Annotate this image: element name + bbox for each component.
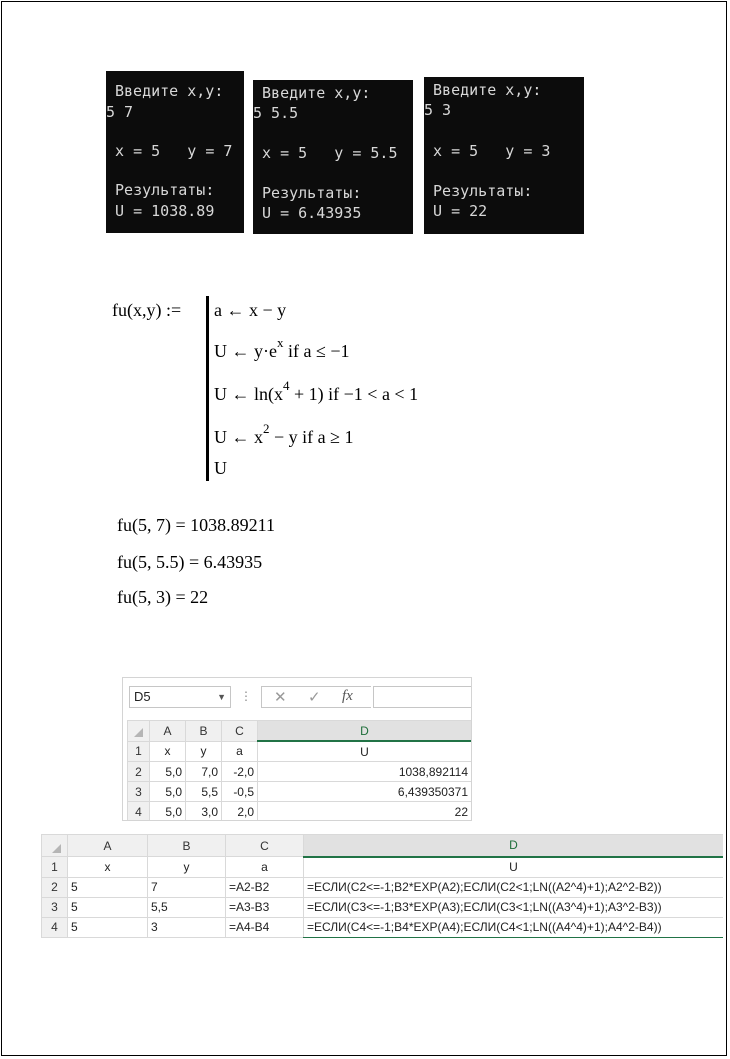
formula-bar-input[interactable] — [373, 686, 472, 708]
console-output-2 — [253, 80, 413, 234]
console-results-label: Результаты: — [106, 181, 215, 199]
cell[interactable]: =A2-B2 — [226, 877, 304, 897]
more-icon: ⋮ — [240, 689, 252, 703]
cell[interactable]: 1038,892114 — [258, 762, 472, 782]
mathcad-program-bar — [206, 296, 209, 481]
row-header[interactable]: 4 — [42, 917, 68, 938]
mathcad-line-5: U — [214, 458, 227, 478]
excel-formulas-sheet — [41, 826, 723, 938]
cell[interactable]: 5,5 — [148, 897, 226, 917]
console-prompt: Введите x,y: — [424, 81, 542, 99]
col-header-c[interactable]: C — [222, 721, 258, 742]
cell[interactable]: 5 — [68, 917, 148, 938]
table-row — [128, 782, 472, 802]
console-xy: x = 5 y = 3 — [424, 142, 551, 160]
cell[interactable]: U — [304, 857, 724, 878]
table-row — [42, 857, 724, 878]
col-header-a[interactable]: A — [68, 835, 148, 857]
console-input: 5 7 — [106, 103, 134, 121]
cell[interactable]: y — [148, 857, 226, 878]
mathcad-result-2: fu(5, 5.5) = 6.43935 — [117, 552, 263, 572]
row-header[interactable]: 3 — [128, 782, 150, 802]
mathcad-result-1: fu(5, 7) = 1038.89211 — [117, 515, 275, 535]
table-row — [128, 741, 472, 762]
row-header[interactable]: 2 — [128, 762, 150, 782]
cell[interactable]: 5,5 — [186, 782, 222, 802]
cell[interactable]: 5,0 — [150, 762, 186, 782]
console-prompt: Введите x,y: — [253, 84, 371, 102]
cell[interactable]: U — [258, 741, 472, 762]
console-output-1 — [106, 71, 244, 233]
console-result: U = 22 — [424, 202, 488, 220]
mathcad-function-def: fu(x,y) := — [112, 300, 182, 320]
cancel-icon[interactable]: ✕ — [274, 689, 287, 706]
col-header-b[interactable]: B — [186, 721, 222, 742]
cell[interactable]: x — [68, 857, 148, 878]
console-xy: x = 5 y = 5.5 — [253, 144, 398, 162]
cell[interactable]: =A3-B3 — [226, 897, 304, 917]
cell[interactable]: 22 — [258, 802, 472, 822]
row-header[interactable]: 1 — [42, 857, 68, 878]
cell[interactable]: =ЕСЛИ(C4<=-1;B4*EXP(A4);ЕСЛИ(C4<1;LN((A4^4)+1);A4^2-B4)) — [304, 917, 724, 938]
mathcad-line-1: a ← x − y — [214, 300, 287, 320]
fx-icon[interactable]: fx — [342, 688, 353, 704]
mathcad-line-2: U ← $y\cdot e^x$ if a ≤ −1 — [214, 335, 350, 361]
table-row — [42, 917, 724, 938]
row-header[interactable]: 2 — [42, 877, 68, 897]
cell[interactable]: 5,0 — [150, 802, 186, 822]
mathcad-line-3: U ← $\ln(x^4 + 1)$ if −1 < a < 1 — [214, 378, 419, 404]
cell[interactable]: 7 — [148, 877, 226, 897]
row-header[interactable]: 4 — [128, 802, 150, 822]
cell[interactable]: 3 — [148, 917, 226, 938]
select-all-corner[interactable] — [128, 721, 150, 742]
cell[interactable]: 2,0 — [222, 802, 258, 822]
table-row — [42, 877, 724, 897]
excel-values-sheet — [122, 677, 472, 821]
cell[interactable]: =ЕСЛИ(C3<=-1;B3*EXP(A3);ЕСЛИ(C3<1;LN((A3^4)+1);A3^2-B3)) — [304, 897, 724, 917]
confirm-icon[interactable]: ✓ — [308, 689, 321, 706]
sheet-grid — [41, 834, 723, 938]
col-header-a[interactable]: A — [150, 721, 186, 742]
console-result: U = 6.43935 — [253, 204, 362, 222]
cell[interactable]: 5,0 — [150, 782, 186, 802]
console-output-3 — [424, 77, 584, 234]
table-row — [42, 897, 724, 917]
cell[interactable]: 3,0 — [186, 802, 222, 822]
console-input: 5 5.5 — [253, 104, 299, 122]
console-prompt: Введите x,y: — [115, 82, 224, 100]
cell[interactable]: -0,5 — [222, 782, 258, 802]
cell[interactable]: =A4-B4 — [226, 917, 304, 938]
mathcad-line-4: U ← $x^2 - y$ if a ≥ 1 — [214, 421, 354, 447]
chevron-down-icon[interactable]: ▼ — [217, 692, 226, 702]
cell[interactable]: -2,0 — [222, 762, 258, 782]
col-header-c[interactable]: C — [226, 835, 304, 857]
console-results-label: Результаты: — [253, 184, 362, 202]
console-results-label: Результаты: — [424, 182, 533, 200]
console-xy: x = 5 y = 7 — [106, 142, 233, 160]
row-header[interactable]: 1 — [128, 741, 150, 762]
formula-bar-buttons — [261, 686, 371, 708]
table-row — [128, 762, 472, 782]
table-row — [128, 802, 472, 822]
cell[interactable]: =ЕСЛИ(C2<=-1;B2*EXP(A2);ЕСЛИ(C2<1;LN((A2^4)+1);A2^2-B2)) — [304, 877, 724, 897]
cell[interactable]: 7,0 — [186, 762, 222, 782]
select-all-corner[interactable] — [42, 835, 68, 857]
mathcad-result-3: fu(5, 3) = 22 — [117, 587, 209, 607]
col-header-d[interactable]: D — [304, 835, 724, 857]
col-header-b[interactable]: B — [148, 835, 226, 857]
cell[interactable]: 6,439350371 — [258, 782, 472, 802]
name-box[interactable]: D5 ▼ — [129, 686, 231, 708]
console-input: 5 3 — [424, 101, 452, 119]
cell[interactable]: a — [226, 857, 304, 878]
cell[interactable]: y — [186, 741, 222, 762]
console-result: U = 1038.89 — [106, 202, 215, 220]
sheet-grid — [127, 720, 472, 821]
col-header-d[interactable]: D — [258, 721, 472, 742]
cell[interactable]: 5 — [68, 897, 148, 917]
cell[interactable]: x — [150, 741, 186, 762]
cell[interactable]: a — [222, 741, 258, 762]
cell[interactable]: 5 — [68, 877, 148, 897]
row-header[interactable]: 3 — [42, 897, 68, 917]
